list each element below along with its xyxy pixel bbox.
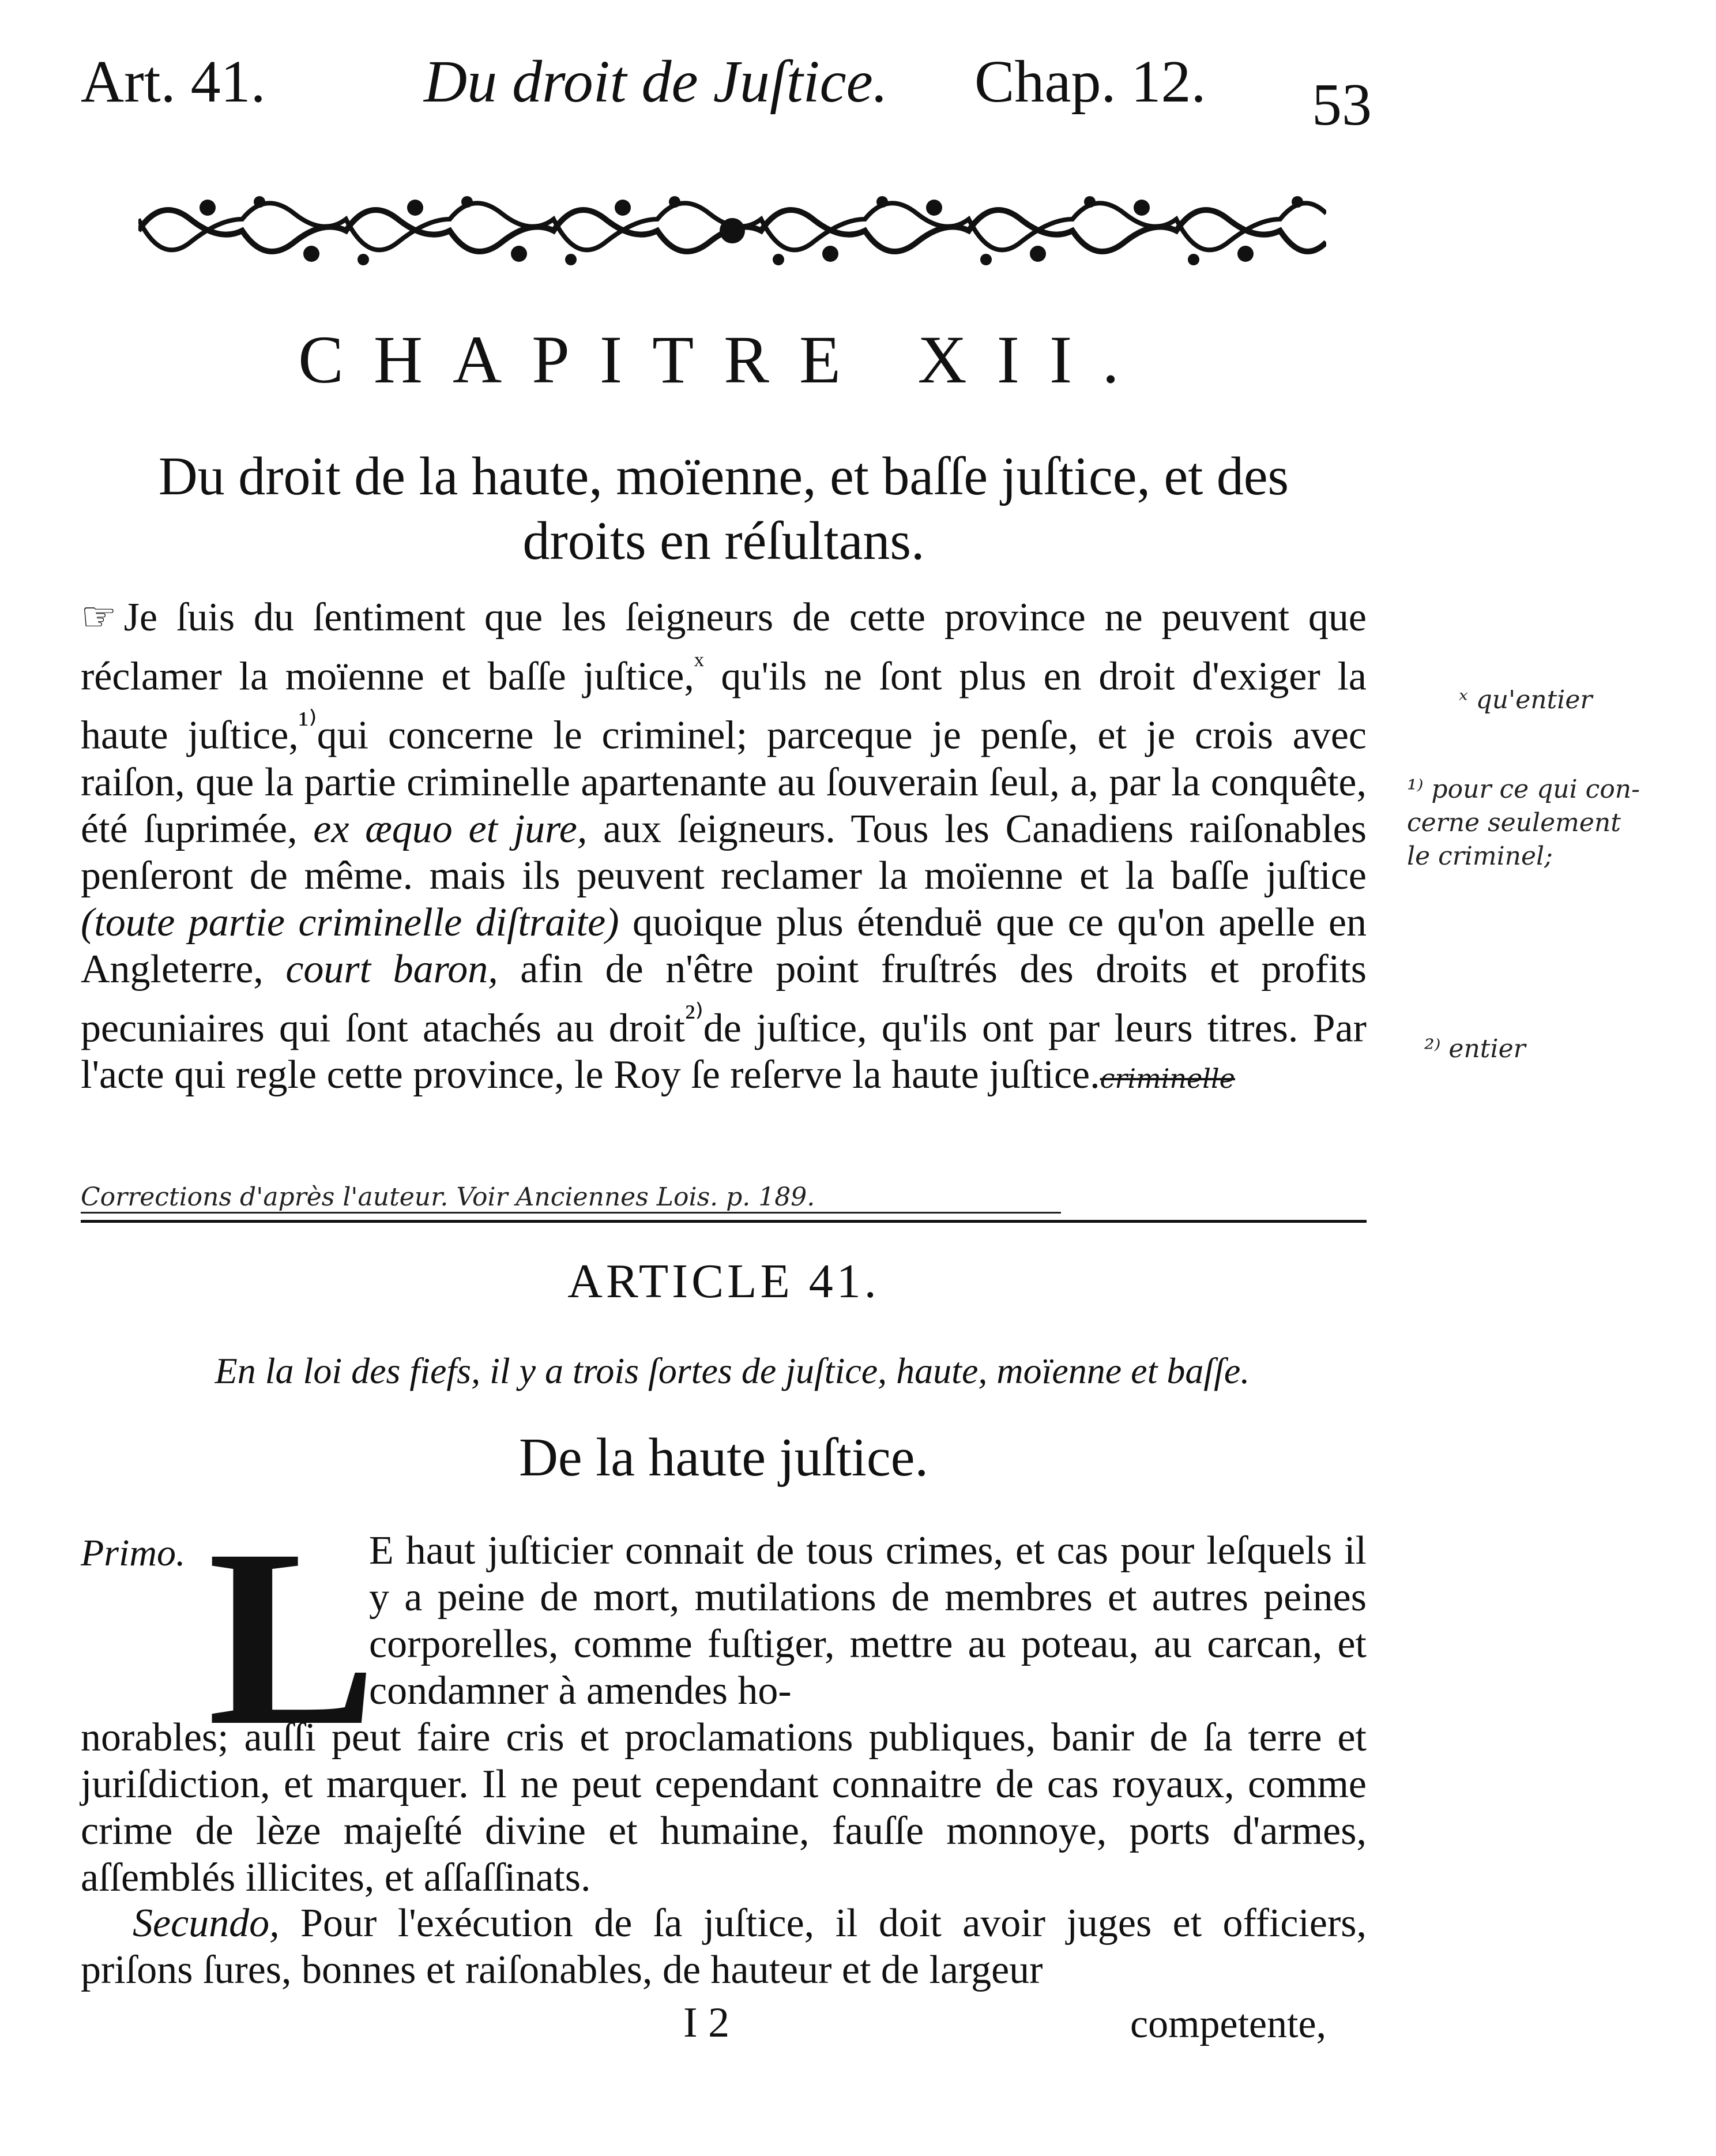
secundo-label: Secundo, <box>133 1901 280 1945</box>
secundo-text: Pour l'exécution de ſa juſtice, il doit avoir juges et officiers, priſons ſures, bonnes et raiſonables, de hauteur et de largeur <box>81 1901 1367 1992</box>
ornament-band-icon <box>138 185 1326 277</box>
margin-note-2-line-2: cerne seulement <box>1407 808 1621 837</box>
catchword: competente, <box>1130 2002 1327 2046</box>
chapter-title-line-1: Du droit de la haute, moïenne, et baſſe juſtice, et des <box>158 446 1289 506</box>
primo-text-top: E haut juſticier connait de tous crimes, et cas pour leſquels il y a peine de mort, mutilations de membres et autres peines corporelles, comme fuſtiger, mettre au poteau, au carcan, et condamner à amendes ho- <box>369 1528 1367 1713</box>
margin-note-2-line-1: ¹⁾ pour ce qui con- <box>1407 775 1640 804</box>
intro-text-2: qu'ils ne ſont plus en droit d'exiger la haute juſtice, <box>81 654 1367 758</box>
handwritten-strike: criminelle <box>1100 1062 1235 1094</box>
intro-paragraph <box>81 594 1367 1102</box>
pointing-hand-icon: ☞ <box>81 595 117 640</box>
chapter-title <box>81 444 1367 573</box>
running-header-article: Art. 41. <box>81 48 266 115</box>
intro-text-5: quoique plus étenduë que ce qu'on apelle en Angleterre, <box>81 900 1367 991</box>
margin-note-3: ²⁾ entier <box>1424 1034 1526 1064</box>
divider-rule <box>81 1220 1367 1223</box>
intro-text-3: qui concerne le criminel; parceque je penſe, et je crois avec raiſon, que la partie criminelle apartenante au ſouverain ſeul, a, par la conquête, été ſuprimée, <box>81 713 1367 851</box>
chapter-title-line-2: droits en réſultans. <box>522 511 925 571</box>
margin-note-1: ˣ qu'entier <box>1459 685 1593 715</box>
running-header-chapter: Chap. 12. <box>974 48 1206 115</box>
footnote-mark-x: ˣ <box>694 645 704 683</box>
handwritten-note: Corrections d'après l'auteur. Voir Anciennes Lois. p. 189. <box>81 1182 1061 1214</box>
secundo-paragraph <box>81 1900 1367 1993</box>
page-number: 53 <box>1312 72 1372 138</box>
signature-mark: I 2 <box>683 1999 730 2046</box>
drop-cap: L <box>208 1497 377 1778</box>
margin-note-2-line-3: le criminel; <box>1407 842 1553 871</box>
article-subtitle: En la loi des fiefs, il y a trois ſortes de juſtice, haute, moïenne et baſſe. <box>215 1350 1250 1391</box>
intro-text-7: de juſtice, qu'ils ont par leurs titres. Par l'acte qui regle cette province, le Roy ſe reſerve la haute juſtice. <box>81 1005 1367 1097</box>
intro-italic-2: (toute partie criminelle diſtraite) <box>81 900 619 945</box>
intro-text-6: afin de n'être point fruſtrés des droits et profits pecuniaires qui ſont atachés au droit <box>81 946 1367 1050</box>
intro-italic-1: ex æquo et jure, <box>313 806 588 851</box>
footnote-mark-2: ²⁾ <box>684 997 703 1035</box>
primo-text-rest: norables; auſſi peut faire cris et proclamations publiques, banir de ſa terre et juriſdiction, et marquer. Il ne peut cependant connaitre de cas royaux, comme crime de lèze majeſté divine et humaine, fauſſe monnoye, ports d'armes, aſſemblés illicites, et aſſaſſinats. <box>81 1715 1367 1900</box>
chapter-heading: CHAPITRE XII. <box>298 322 1149 397</box>
margin-note-2 <box>1407 773 1707 873</box>
footnote-mark-1: ¹⁾ <box>298 704 317 742</box>
article-heading: ARTICLE 41. <box>567 1254 880 1308</box>
section-title: De la haute juſtice. <box>519 1428 928 1488</box>
primo-label: Primo. <box>81 1532 186 1574</box>
intro-text-4: aux ſeigneurs. Tous les Canadiens raiſonables penſeront de même. mais ils peuvent reclamer la moïenne et la baſſe juſtice <box>81 806 1367 898</box>
running-header-title: Du droit de Juſtice. <box>424 48 888 115</box>
intro-text-1: Je ſuis du ſentiment que les ſeigneurs de cette province ne peuvent que réclamer la moïenne et baſſe juſtice, <box>81 595 1367 699</box>
intro-italic-3: court baron, <box>285 946 498 991</box>
